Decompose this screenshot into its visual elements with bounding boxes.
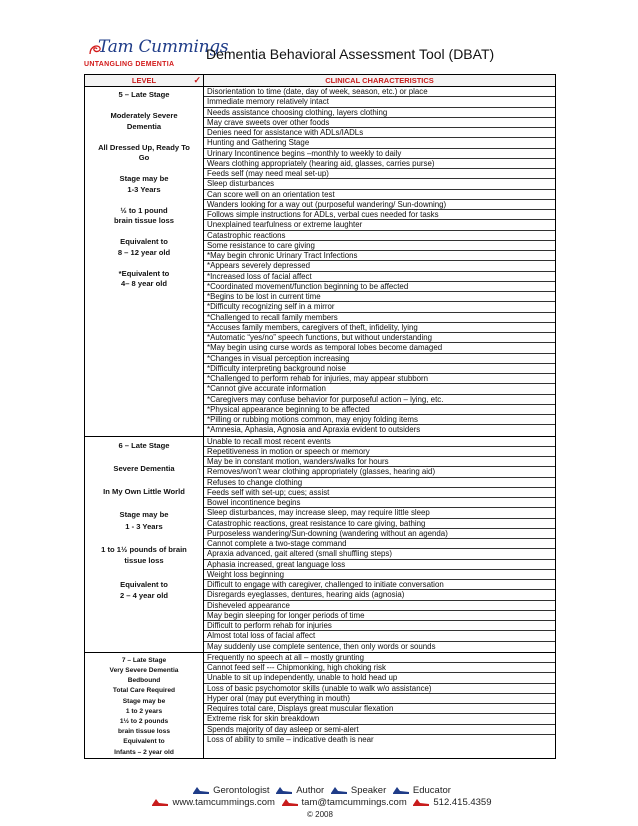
characteristic-row: Catastrophic reactions <box>204 231 555 241</box>
level-column-header <box>85 75 204 86</box>
level-text-line: 6 – Late Stage <box>118 440 170 450</box>
checkmark-icon: ✓ <box>193 75 201 85</box>
level-text-line <box>85 567 203 579</box>
logo-script-text: Tam Cummings <box>98 37 229 57</box>
characteristic-row: *May begin using curse words as temporal lobes become damaged <box>204 343 555 353</box>
characteristic-row: *Coordinated movement/function beginning to be affected <box>204 282 555 292</box>
level-text-line: 1 to 1½ pounds of brain <box>101 544 187 554</box>
level-text-line <box>85 497 203 509</box>
level-text-line: Stage may be <box>119 174 169 183</box>
footer-role: Speaker <box>350 785 387 796</box>
logo <box>84 37 229 74</box>
level-text-line: In My Own Little World <box>103 486 185 496</box>
level-text-line: Stage may be <box>122 697 166 705</box>
shoe-icon <box>330 786 348 795</box>
characteristic-row: Feeds self (may need meal set-up) <box>204 169 555 179</box>
characteristic-row: Difficult to engage with caregiver, challenged to initiate conversation <box>204 580 555 590</box>
characteristic-row: Follows simple instructions for ADLs, verbal cues needed for tasks <box>204 210 555 220</box>
level-text-line <box>85 195 203 206</box>
stage-7-level-cell <box>85 653 204 758</box>
level-text-line: Equivalent to <box>120 237 168 246</box>
shoe-icon <box>275 786 293 795</box>
characteristic-row: Denies need for assistance with ADLs/IADLs <box>204 128 555 138</box>
level-text-line: All Dressed Up, Ready To <box>98 142 190 152</box>
level-text-line: Moderately Severe <box>110 111 178 120</box>
shoe-icon <box>281 798 299 807</box>
level-text-line <box>85 451 203 463</box>
footer-role: Gerontologist <box>213 785 270 796</box>
level-text-line <box>85 227 203 238</box>
level-text-line: 1-3 Years <box>127 184 161 194</box>
stage-5-level-cell <box>85 87 204 436</box>
table-header-row <box>85 75 555 87</box>
characteristic-row: May suddenly use complete sentence, then only words or sounds <box>207 641 436 651</box>
level-text-line <box>85 474 203 486</box>
level-text-line: Stage may be <box>119 510 169 520</box>
level-text-line: 4– 8 year old <box>120 279 167 288</box>
characteristic-row: Unable to sit up independently, unable to hold head up <box>204 673 555 683</box>
characteristic-row: Unexplained tearfulness or extreme laughter <box>204 220 555 230</box>
characteristic-row: Aphasia increased, great language loss <box>204 560 555 570</box>
characteristic-row: Disregards eyeglasses, dentures, hearing aids (agnosia) <box>204 590 555 600</box>
characteristic-row: *Challenged to recall family members <box>204 313 555 323</box>
clinical-column-header: CLINICAL CHARACTERISTICS <box>325 76 434 85</box>
characteristic-row: May begin sleeping for longer periods of time <box>204 611 555 621</box>
characteristic-row: *Accuses family members, caregivers of theft, infidelity, lying <box>204 323 555 333</box>
level-text-line: 1½ to 2 pounds <box>119 717 169 725</box>
characteristic-row: *Difficulty recognizing self in a mirror <box>204 302 555 312</box>
characteristic-row: Wanders looking for a way out (purposeful wandering/ Sun-downing) <box>204 200 555 210</box>
characteristic-row: Needs assistance choosing clothing, layers clothing <box>204 108 555 118</box>
characteristic-row: Wears clothing appropriately (hearing aid, glasses, carries purse) <box>204 159 555 169</box>
stage-7-section <box>85 653 555 758</box>
characteristic-row: Requires total care, Displays great muscular flexation <box>204 704 555 714</box>
level-text-line: 1 - 3 Years <box>125 521 163 531</box>
shoe-icon <box>192 786 210 795</box>
characteristic-row: Feeds self with set-up; cues; assist <box>204 488 555 498</box>
stage-6-level-cell <box>85 437 204 652</box>
characteristic-row: Immediate memory relatively intact <box>204 97 555 107</box>
characteristic-row: Repetitiveness in motion or speech or memory <box>204 447 555 457</box>
level-text-line: ½ to 1 pound <box>120 205 168 215</box>
footer-email-link[interactable]: tam@tamcummings.com <box>301 797 407 808</box>
stage-7-characteristics <box>204 653 555 758</box>
characteristic-row: *Difficulty interpreting background noise <box>204 364 555 374</box>
logo-subtitle: UNTANGLING DEMENTIA <box>84 61 175 68</box>
characteristic-row: Frequently no speech at all – mostly grunting <box>204 653 555 663</box>
characteristic-row: *Changes in visual perception increasing <box>204 354 555 364</box>
level-text-line <box>85 258 203 269</box>
characteristic-row: Apraxia advanced, gait altered (small shuffling steps) <box>204 549 555 559</box>
stage-6-section <box>85 437 555 653</box>
characteristic-row: Bowel incontinence begins <box>204 498 555 508</box>
level-text-line: *Equivalent to <box>118 268 170 278</box>
level-text-line: Bedbound <box>127 677 161 685</box>
level-text-line <box>85 164 203 175</box>
level-text-line: 8 – 12 year old <box>117 247 171 257</box>
footer-phone: 512.415.4359 <box>433 797 492 808</box>
level-text-line <box>85 532 203 544</box>
page-header <box>84 37 556 74</box>
characteristic-row: *May begin chronic Urinary Tract Infections <box>204 251 555 261</box>
level-text-line: 5 – Late Stage <box>118 90 170 99</box>
characteristic-row: Removes/won’t wear clothing appropriately (glasses, hearing aid) <box>204 467 555 477</box>
characteristic-row: Refuses to change clothing <box>204 478 555 488</box>
stage-5-section <box>85 87 555 437</box>
characteristic-row: *Caregivers may confuse behavior for purposeful action – lying, etc. <box>204 395 555 405</box>
characteristic-row: Spends majority of day asleep or semi-alert <box>204 725 555 735</box>
characteristic-row: Sleep disturbances, may increase sleep, may require little sleep <box>204 508 555 518</box>
characteristic-row: *Pilling or rubbing motions common, may enjoy folding items <box>204 415 555 425</box>
characteristic-row: Disheveled appearance <box>204 601 555 611</box>
level-text-line: Infants – 2 year old <box>114 748 174 756</box>
characteristic-row: Loss of ability to smile – indicative death is near <box>207 734 374 744</box>
characteristic-row: *Appears severely depressed <box>204 261 555 271</box>
level-text-line: tissue loss <box>124 556 164 566</box>
characteristic-row: Cannot feed self --- Chipmonking, high choking risk <box>204 663 555 673</box>
level-text-line: Equivalent to <box>120 579 168 589</box>
level-text-line: Equivalent to <box>123 738 165 746</box>
characteristic-row: *Increased loss of facial affect <box>204 272 555 282</box>
characteristic-row: Difficult to perform rehab for injuries <box>204 621 555 631</box>
stage-6-characteristics <box>204 437 555 652</box>
shoe-icon <box>392 786 410 795</box>
level-text-line: Go <box>138 153 150 162</box>
level-text-line: brain tissue loss <box>117 728 171 736</box>
characteristic-row: *Cannot give accurate information <box>204 384 555 394</box>
characteristic-row: Hyper oral (may put everything in mouth) <box>204 694 555 704</box>
characteristic-row: Hunting and Gathering Stage <box>204 138 555 148</box>
level-text-line: 1 to 2 years <box>125 707 163 715</box>
level-text-line: brain tissue loss <box>114 216 174 225</box>
characteristic-row: Catastrophic reactions, great resistance to care giving, bathing <box>204 519 555 529</box>
level-text-line: Total Care Required <box>112 687 176 695</box>
assessment-table <box>84 74 556 759</box>
footer-copyright: © 2008 <box>307 810 333 819</box>
characteristic-row: Some resistance to care giving <box>204 241 555 251</box>
characteristic-row: Almost total loss of facial affect <box>204 631 555 641</box>
characteristic-row: Can score well on an orientation test <box>204 190 555 200</box>
level-text-line <box>85 132 203 143</box>
characteristic-row: Urinary Incontinence begins –monthly to weekly to daily <box>204 149 555 159</box>
footer-roles <box>95 785 545 796</box>
document-title: Dementia Behavioral Assessment Tool (DBAT) <box>206 46 495 62</box>
characteristic-row: *Automatic “yes/no” speech functions, but without understanding <box>204 333 555 343</box>
level-header-label: LEVEL <box>131 76 157 85</box>
characteristic-row: *Challenged to perform rehab for injuries, may appear stubborn <box>204 374 555 384</box>
characteristic-row: Cannot complete a two-stage command <box>204 539 555 549</box>
level-text-line <box>85 101 203 112</box>
shoe-icon <box>412 798 430 807</box>
characteristic-row: Sleep disturbances <box>204 179 555 189</box>
characteristic-row: *Begins to be lost in current time <box>204 292 555 302</box>
characteristic-row: Unable to recall most recent events <box>204 437 555 447</box>
page-footer <box>95 783 545 823</box>
characteristic-row: Disorientation to time (date, day of week, season, etc.) or place <box>204 87 555 97</box>
stage-5-characteristics <box>204 87 555 436</box>
level-text-line: Severe Dementia <box>113 463 175 473</box>
level-text-line: 2 – 4 year old <box>119 591 169 601</box>
characteristic-row: Extreme risk for skin breakdown <box>204 714 555 724</box>
characteristic-row: Loss of basic psychomotor skills (unable to walk w/o assistance) <box>204 684 555 694</box>
footer-website-link[interactable]: www.tamcummings.com <box>172 797 275 808</box>
footer-role: Author <box>296 785 325 796</box>
characteristic-row: *Physical appearance beginning to be affected <box>204 405 555 415</box>
characteristic-row: Purposeless wandering/Sun-downing (wandering without an agenda) <box>204 529 555 539</box>
characteristic-row: Weight loss beginning <box>204 570 555 580</box>
footer-role: Educator <box>412 785 451 796</box>
level-text-line: 7 – Late Stage <box>121 656 167 664</box>
footer-contact <box>95 797 545 808</box>
shoe-icon <box>151 798 169 807</box>
characteristic-row: *Amnesia, Aphasia, Agnosia and Apraxia evident to outsiders <box>207 425 421 435</box>
level-text-line: Dementia <box>126 121 162 131</box>
level-text-line: Very Severe Dementia <box>109 666 179 674</box>
characteristic-row: May be in constant motion, wanders/walks for hours <box>204 457 555 467</box>
characteristic-row: May crave sweets over other foods <box>204 118 555 128</box>
